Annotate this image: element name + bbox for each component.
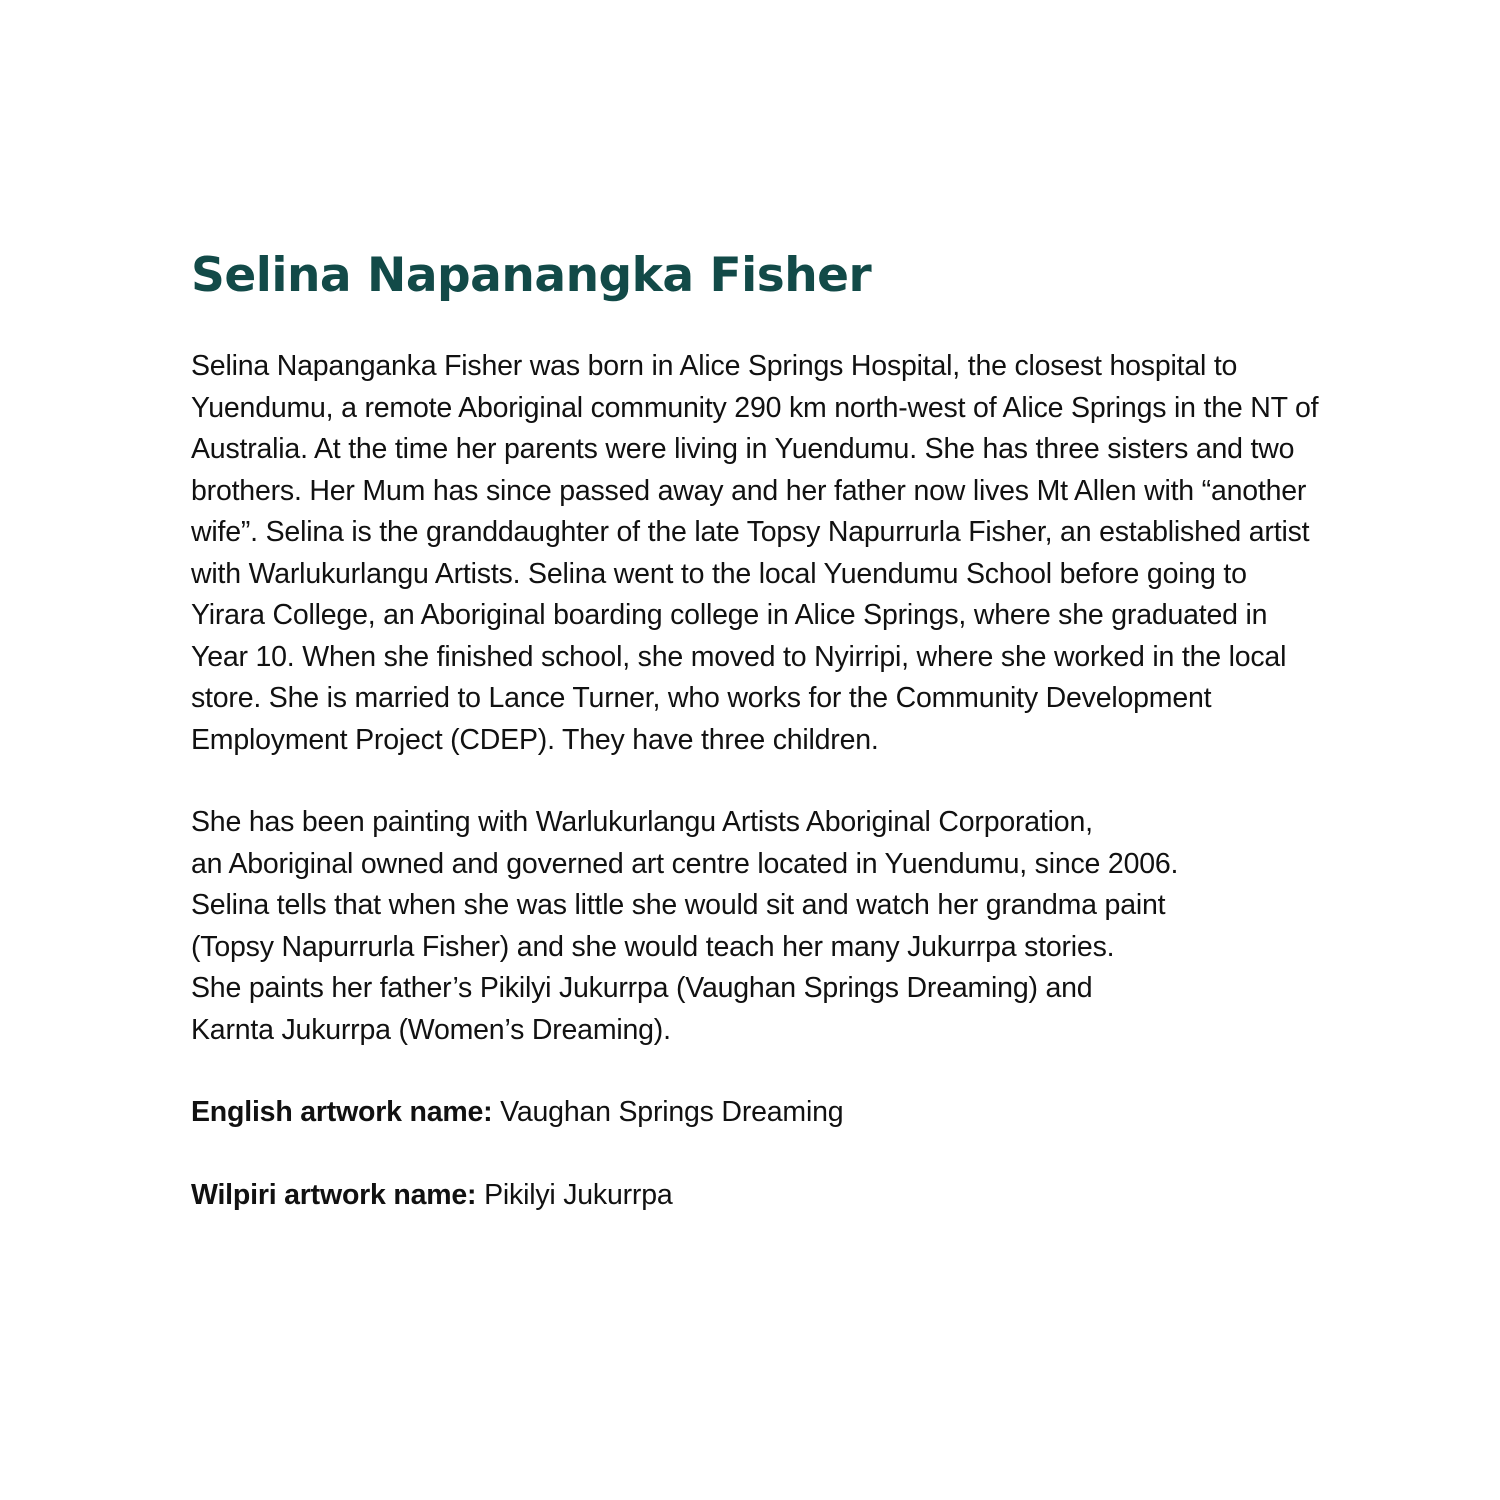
bio-paragraph-2-line: Selina tells that when she was little she would sit and watch her grandma paint <box>191 889 1166 921</box>
bio-paragraph-2-line: an Aboriginal owned and governed art centre located in Yuendumu, since 2006. <box>191 847 1179 880</box>
wilpiri-artwork-name <box>191 1175 1321 1217</box>
wilpiri-artwork-value: Pikilyi Jukurrpa <box>484 1178 673 1211</box>
bio-paragraph-2-line: She paints her father’s Pikilyi Jukurrpa (Vaughan Springs Dreaming) and <box>191 972 1093 1004</box>
english-artwork-name <box>191 1092 1321 1134</box>
english-artwork-value: Vaughan Springs Dreaming <box>500 1096 844 1128</box>
page-title: Selina Napanangka Fisher <box>191 248 872 303</box>
artist-bio-page <box>191 246 1321 1216</box>
wilpiri-artwork-label: Wilpiri artwork name: <box>191 1178 477 1211</box>
bio-paragraph-2-line: (Topsy Napurrurla Fisher) and she would teach her many Jukurrpa stories. <box>191 930 1115 963</box>
bio-paragraph-2-line: She has been painting with Warlukurlangu Artists Aboriginal Corporation, <box>191 806 1093 838</box>
bio-paragraph-2-line: Karnta Jukurrpa (Women’s Dreaming). <box>191 1013 671 1046</box>
bio-paragraph-1: Selina Napanganka Fisher was born in Alice Springs Hospital, the closest hospital to Yuendumu, a remote Aboriginal community 290 km north-west of Alice Springs in the NT of Australia. At the time her parents were living in Yuendumu. She has three sisters and two brothers. Her Mum has since passed away and her father now lives Mt Allen with “another wife”. Selina is the granddaughter of the late Topsy Napurrurla Fisher, an established artist with Warlukurlangu Artists. Selina went to the local Yuendumu School before going to Yirara College, an Aboriginal boarding college in Alice Springs, where she graduated in Year 10. When she finished school, she moved to Nyirripi, where she worked in the local store. She is married to Lance Turner, who works for the Community Development Employment Project (CDEP). They have three children. <box>191 350 1319 756</box>
bio-paragraph-2 <box>191 802 1321 1051</box>
english-artwork-label: English artwork name: <box>191 1096 493 1128</box>
